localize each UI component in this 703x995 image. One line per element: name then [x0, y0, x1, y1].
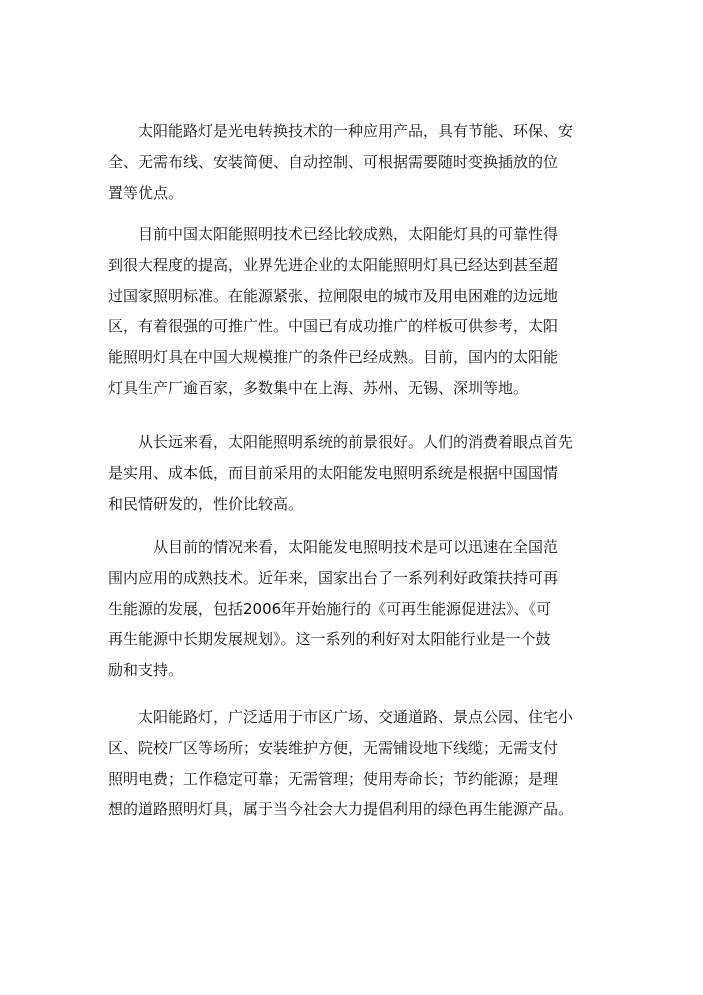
text-line: 全、无需布线、安装简便、自动控制、可根据需要随时变换插放的位 — [108, 152, 559, 171]
text-line: 从长远来看，太阳能照明系统的前景很好。人们的消费着眼点首先 — [108, 433, 574, 451]
paragraph-applications — [108, 702, 628, 825]
text-line: 能照明灯具在中国大规模推广的条件已经成熟。目前，国内的太阳能 — [108, 348, 559, 367]
text-line: 区，有着很强的可推广性。中国已有成功推广的样板可供参考，太阳 — [108, 317, 559, 336]
text-line: 目前中国太阳能照明技术已经比较成熟，太阳能灯具的可靠性得 — [108, 225, 559, 243]
text-line: 太阳能路灯是光电转换技术的一种应用产品，具有节能、环保、安 — [108, 122, 574, 140]
paragraph-long-term-prospects — [108, 427, 628, 519]
text-line: 太阳能路灯，广泛适用于市区广场、交通道路、景点公园、住宅小 — [108, 708, 574, 726]
paragraph-policy-support — [108, 532, 628, 686]
text-line: 从目前的情况来看，太阳能发电照明技术是可以迅速在全国范 — [108, 538, 559, 556]
text-line: 照明电费；工作稳定可靠；无需管理；使用寿命长；节约能源；是理 — [108, 769, 559, 788]
text-line: 围内应用的成熟技术。近年来，国家出台了一系列利好政策扶持可再 — [108, 568, 559, 587]
text-line: 励和支持。 — [108, 661, 184, 680]
text-line: 到很大程度的提高，业界先进企业的太阳能照明灯具已经达到甚至超 — [108, 255, 559, 274]
text-line: 灯具生产厂逾百家，多数集中在上海、苏州、无锡、深圳等地。 — [108, 378, 529, 397]
text-line: 置等优点。 — [108, 183, 184, 202]
text-line: 区、院校厂区等场所；安装维护方便，无需铺设地下线缆；无需支付 — [108, 738, 559, 757]
text-line: 再生能源中长期发展规划》。这一系列的利好对太阳能行业是一个鼓 — [108, 630, 551, 649]
paragraph-solar-streetlight-intro — [108, 116, 628, 208]
text-line: 是实用、成本低，而目前采用的太阳能发电照明系统是根据中国国情 — [108, 463, 559, 482]
text-line: 想的道路照明灯具，属于当今社会大力提倡利用的绿色再生能源产品。 — [108, 800, 574, 819]
paragraph-china-technology-status — [108, 219, 628, 404]
text-line: 过国家照明标准。在能源紧张、拉闸限电的城市及用电困难的边远地 — [108, 286, 559, 305]
text-line: 生能源的发展，包括2006年开始施行的《可再生能源促进法》、《可 — [108, 599, 552, 618]
text-line: 和民情研发的，性价比较高。 — [108, 494, 304, 513]
